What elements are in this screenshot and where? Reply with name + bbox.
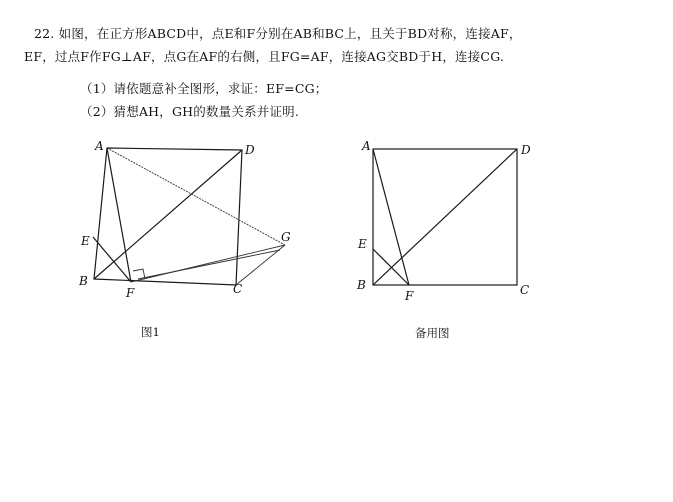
fig1-label-e: E xyxy=(81,234,90,248)
figure-2 xyxy=(356,139,531,303)
fig1-label-b: B xyxy=(79,274,88,288)
fig2-label-f: F xyxy=(405,289,414,303)
fig2-diagonal-bd xyxy=(373,149,517,285)
fig2-label-b: B xyxy=(357,278,366,292)
fig1-segment-ag xyxy=(107,148,285,245)
fig1-label-f: F xyxy=(126,286,135,300)
fig1-label-g: G xyxy=(281,230,291,244)
fig2-segment-af xyxy=(373,149,409,285)
fig2-label-d: D xyxy=(521,143,531,157)
problem-part-1: （1）请依题意补全图形，求证：EF=CG； xyxy=(80,81,328,96)
figure-1-caption: 图1 xyxy=(141,325,160,339)
fig1-diagonal-bd xyxy=(94,150,242,279)
problem-line-2: EF，过点F作FG⊥AF，点G在AF的右侧，且FG=AF，连接AG交BD于H，连接CG. xyxy=(24,49,505,64)
fig2-label-a: A xyxy=(362,139,371,153)
problem-part-2: （2）猜想AH，GH的数量关系并证明. xyxy=(80,104,300,119)
problem-line-1: 22. 如图，在正方形ABCD中，点E和F分别在AB和BC上，且关于BD对称，连接AF， xyxy=(34,26,522,41)
fig1-label-d: D xyxy=(245,143,255,157)
fig2-label-e: E xyxy=(358,237,367,251)
fig2-label-c: C xyxy=(520,283,530,297)
fig1-sketch-stroke xyxy=(138,250,280,279)
figure-2-caption: 备用图 xyxy=(415,326,450,340)
figure-1 xyxy=(78,139,291,300)
fig1-label-a: A xyxy=(95,139,104,153)
fig1-segment-af xyxy=(107,148,131,282)
fig1-label-c: C xyxy=(233,282,243,296)
